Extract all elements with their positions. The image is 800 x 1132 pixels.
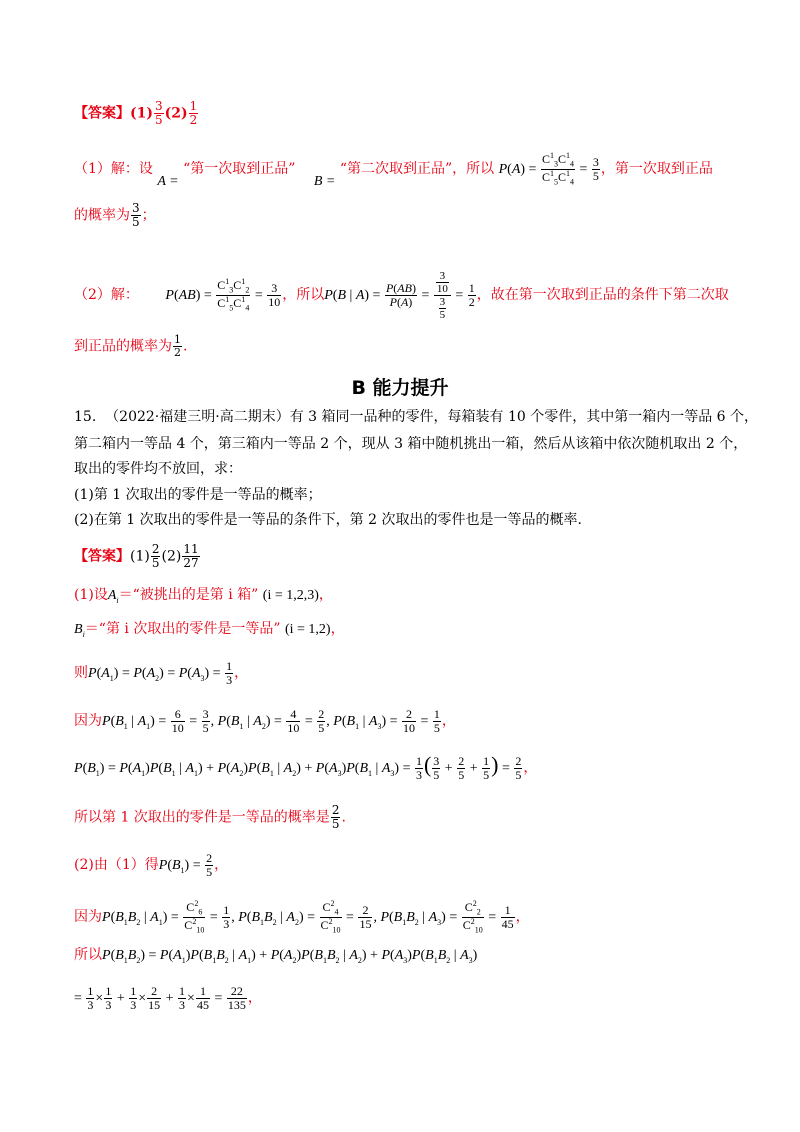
comma: ，	[515, 908, 530, 925]
q14-solution1-line1	[74, 152, 713, 187]
so-text: ，所以	[452, 160, 495, 177]
prob-fraction: $\frac{3}{5}$	[132, 201, 140, 230]
q15-stem-line3: 取出的零件均不放回，求：	[74, 461, 242, 477]
question-source: （2022·福建三明·高二期末）	[105, 409, 290, 425]
q15-stem-line1	[74, 410, 758, 424]
comma: ，	[214, 856, 229, 873]
range-A: (i = 1,2,3)	[262, 588, 319, 603]
formula-PBgivenA: P(B | A) = $\frac{P(AB)}{P(A)}$ = $\frac{\frac{3}{10}}{\frac{3}{5}}$ = $\frac{1}{2}$	[324, 270, 475, 322]
var-Bi: $B_i$	[74, 622, 85, 639]
q15-line-conclusion1	[74, 804, 346, 831]
q14-answer-line	[74, 100, 199, 127]
q15-line-because2	[74, 900, 530, 935]
semicolon: ；	[141, 207, 156, 224]
formula-final: = $\frac{1}{3}$ × $\frac{1}{3}$ + $\frac{1}{3}$ × $\frac{2}{15}$ + $\frac{1}{3}$ × $\frac{1}{45}$ = $\frac{22}{135}$	[74, 984, 246, 1013]
answer-label: 【答案】	[74, 105, 130, 122]
solution1-line2-text: 的概率为	[74, 207, 130, 224]
var-B: B =	[313, 173, 336, 189]
formula-PAB: P(AB) = $\frac{C^1_3C^1_2}{C^1_5C^1_4}$ = $\frac{3}{10}$	[165, 277, 281, 313]
solution1-tail: ，第一次取到正品	[600, 160, 713, 177]
formula-total-probability: $P(B_1) = P(A_1)P(B_1$ | $A_1) + P(A_2)P(B_1$ | $A_2) + P(A_3)P(B_1$ | $A_3$) = $\frac{1}{3}$ ( $\frac{3}{5}$ + $\frac{2}{5}$ + $\frac{1}{5}$ ) = $\frac{2}{5}$	[74, 752, 522, 783]
q15-def-A	[74, 588, 333, 605]
q15-line-then	[74, 660, 248, 687]
var-A: A =	[157, 173, 179, 189]
period: .	[341, 809, 346, 826]
formula-PA-equal: $P(A_1) = P(A_2) = P(A_3)$ = $\frac{1}{3}$	[88, 659, 233, 688]
conclusion1-fraction: $\frac{2}{5}$	[331, 803, 340, 832]
formula-conditional-B1: $P(B_1$ | $A_1$) = $\frac{6}{10}$ = $\frac{3}{5}$ , $P(B_1$ | $A_2$) = $\frac{4}{10}$ = $\frac{2}{5}$ , $P(B_1$ | $A_3$) = $\frac{2}{10}$ = $\frac{1}{5}$	[102, 707, 440, 736]
q15-line-final	[74, 985, 262, 1012]
event-A-text: “第一次取到正品”	[183, 160, 296, 177]
comma: ，	[247, 989, 262, 1006]
q15-def-B	[74, 622, 345, 639]
formula-PB1: $P(B_1)$ = $\frac{2}{5}$	[158, 851, 213, 880]
range-B: (i = 1,2)	[284, 622, 331, 637]
solution2-line2-text: 到正品的概率为	[74, 338, 172, 355]
part2-lead: (2)由（1）得	[74, 856, 159, 873]
q15-sub-question-2: (2)在第 1 次取出的零件是一等品的条件下，第 2 次取出的零件也是一等品的概率.	[74, 512, 582, 528]
q15-line-total-prob	[74, 754, 537, 782]
answer15-1-fraction: $\frac{2}{5}$	[151, 542, 160, 571]
formula-conditional-B1B2: $P(B_1B_2$ | $A_1$) = $\frac{C^2_6}{C^2_{10}}$ = $\frac{1}{3}$ , $P(B_1B_2$ | $A_2$) = $\frac{C^2_4}{C^2_{10}}$ = $\frac{2}{15}$ , $P(B_1B_2$ | $A_3$) = $\frac{C^2_2}{C^2_{10}}$ = $\frac{1}{45}$	[102, 899, 514, 935]
because-text: 因为	[74, 908, 102, 925]
q15-line-part2-lead	[74, 852, 228, 879]
answer-label-15: 【答案】	[74, 548, 130, 565]
comma: ，	[441, 712, 456, 729]
solution2-tail: ，故在第一次取到正品的条件下第二次取	[476, 286, 729, 303]
q15-sub-question-1: (1)第 1 次取出的零件是一等品的概率；	[74, 487, 322, 503]
q15-stem-line2: 第二箱内一等品 4 个，第三箱内一等品 2 个，现从 3 箱中随机挑出一箱，然后从该箱中依次随机取出 2 个，	[74, 436, 748, 452]
answer15-2-fraction: $\frac{11}{27}$	[183, 542, 199, 571]
def-lead: (1)设	[74, 587, 108, 603]
q14-solution2-line2	[74, 334, 187, 359]
then-text: 则	[74, 664, 88, 681]
comma: ，	[318, 587, 333, 603]
q15-line-so2	[74, 948, 477, 965]
comma: ，	[523, 760, 538, 776]
var-Ai: $A_i$	[107, 588, 119, 605]
def-A-text: ＝“被挑出的是第 i 箱”	[118, 587, 259, 603]
formula-PA: P(A) = $\frac{C^1_3C^1_4}{C^1_5C^1_4}$ = $\frac{3}{5}$	[498, 151, 599, 187]
part1-label: (1)	[130, 105, 153, 122]
q15-answer-line: 【答案】(1) $\frac{2}{5}$ (2) $\frac{11}{27}$	[74, 542, 199, 571]
stem-text-1: 有 3 箱同一品种的零件，每箱装有 10 个零件，其中第一箱内一等品 6 个，	[289, 409, 759, 425]
q14-solution2-line1	[74, 270, 729, 321]
q15-line-because1	[74, 708, 456, 735]
part2-label: (2)	[164, 105, 188, 122]
solution2-lead: （2）解：	[74, 286, 139, 303]
because-text: 因为	[74, 712, 102, 729]
so-text-15: 所以	[74, 947, 102, 963]
so-text-2: ，所以	[282, 286, 325, 303]
period: .	[183, 338, 188, 355]
formula-PB1B2: $P(B_1B_2) = P(A_1)P(B_1B_2$ | $A_1) + P(A_2)P(B_1B_2$ | $A_2) + P(A_3)P(B_1B_2$ | $A_3$)	[102, 948, 478, 965]
comma: ，	[234, 664, 249, 681]
question-number: 15.	[74, 409, 97, 425]
answer1-fraction: $\frac{3}{5}$	[155, 99, 163, 128]
q14-solution1-line2	[74, 202, 156, 229]
conclusion1-text: 所以第 1 次取出的零件是一等品的概率是	[74, 809, 330, 826]
event-B-text: “第二次取到正品”	[339, 160, 453, 177]
comma: ，	[330, 621, 345, 637]
prob-half: $\frac{1}{2}$	[174, 333, 181, 360]
answer2-fraction: $\frac{1}{2}$	[189, 99, 198, 128]
solution1-lead: （1）解：设	[74, 160, 153, 177]
def-B-text: ＝“第 i 次取出的零件是一等品”	[84, 621, 281, 637]
section-heading: B 能力提升	[351, 377, 449, 399]
